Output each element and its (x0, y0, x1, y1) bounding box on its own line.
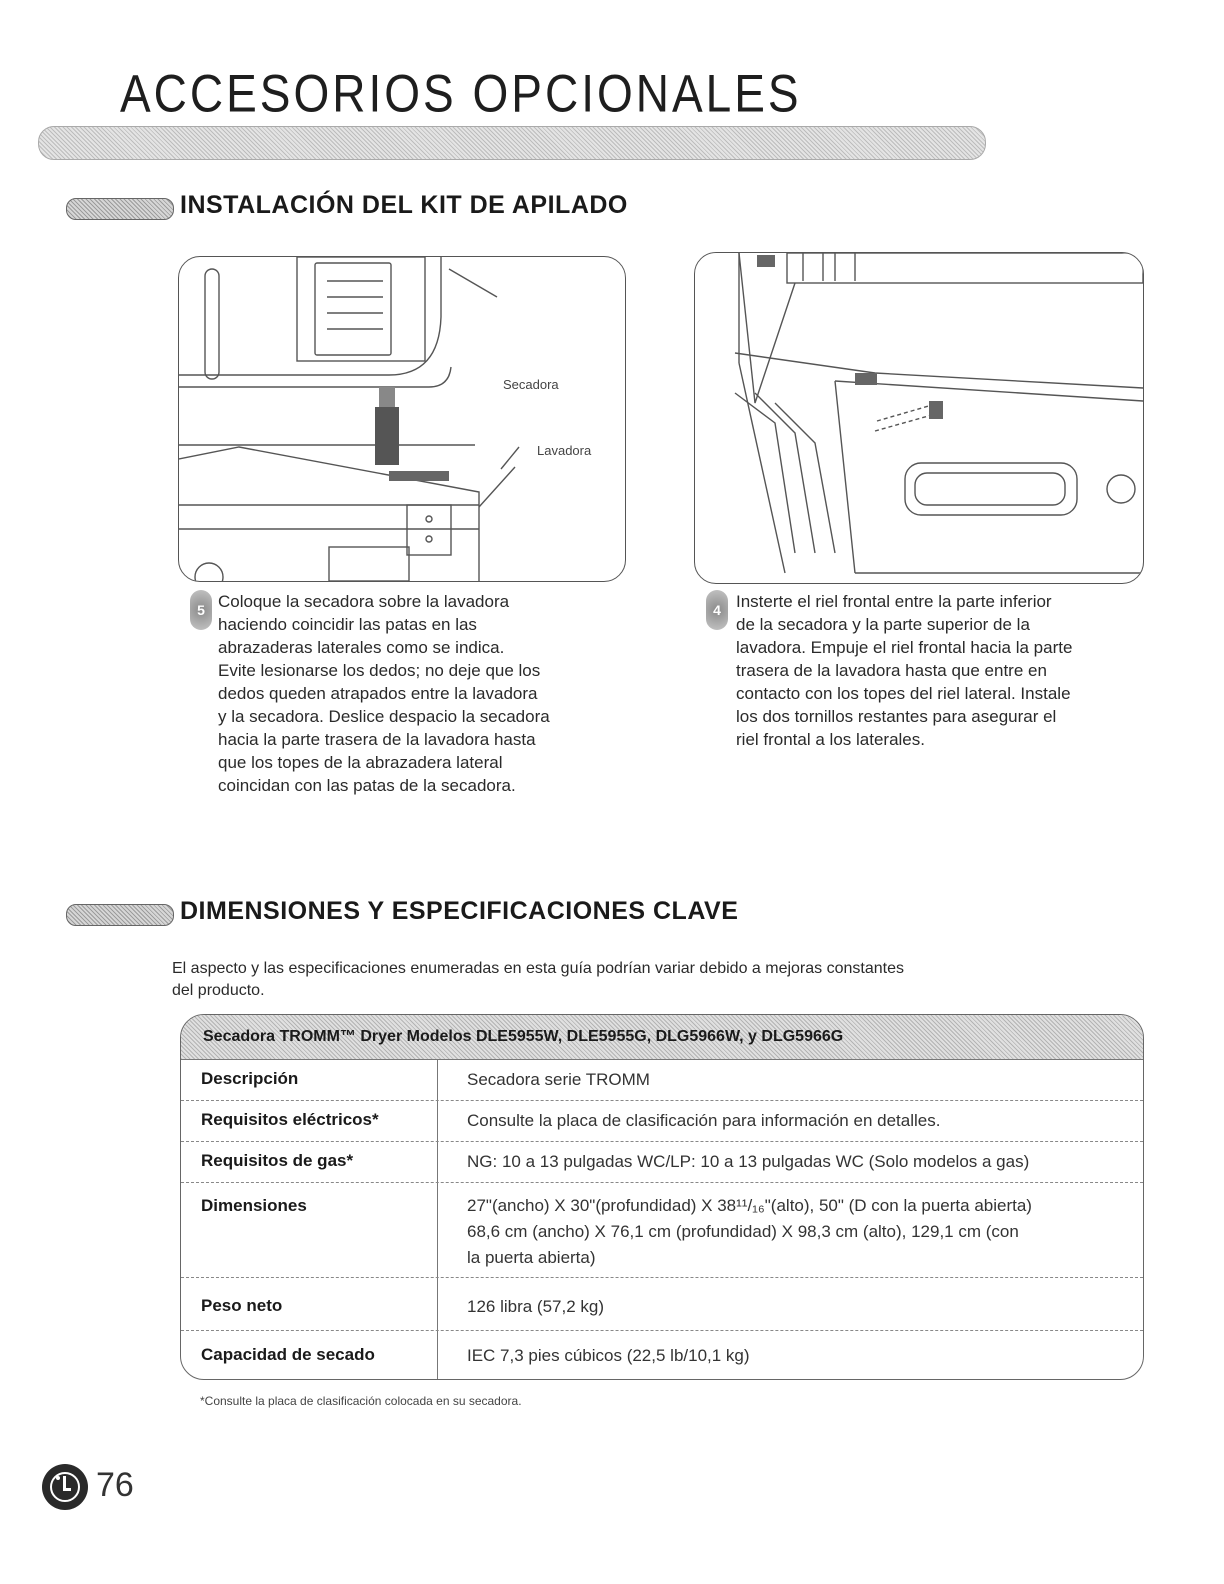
row-label: Descripción (201, 1069, 299, 1088)
row-label: Dimensiones (201, 1196, 307, 1215)
stacking-illustration-left (178, 256, 626, 582)
footnote: *Consulte la placa de clasificación colocada en su secadora. (200, 1394, 522, 1408)
callout-secadora: Secadora (503, 377, 559, 392)
section-title-stacking: INSTALACIÓN DEL KIT DE APILADO (180, 191, 628, 219)
row-value (467, 1193, 1127, 1271)
step-4-text (736, 590, 1146, 751)
section-pill-icon (66, 198, 174, 220)
table-row (181, 1060, 1143, 1101)
row-value-line: NG: 10 a 13 pulgadas WC/LP: 10 a 13 pulgadas WC (Solo modelos a gas) (467, 1152, 1030, 1171)
row-value (467, 1343, 1127, 1369)
front-rail-drawing (695, 253, 1143, 583)
spec-table (180, 1014, 1144, 1380)
row-label: Requisitos de gas* (201, 1151, 354, 1170)
specs-intro-line: El aspecto y las especificaciones enumeradas en esta guía podrían variar debido a mejoras constantes (172, 960, 904, 977)
step-5-line: que los topes de la abrazadera lateral (218, 753, 503, 772)
row-value-line: IEC 7,3 pies cúbicos (22,5 lb/10,1 kg) (467, 1346, 750, 1365)
table-row (181, 1278, 1143, 1331)
step-5-line: y la secadora. Deslice despacio la secadora (218, 707, 550, 726)
row-value (467, 1149, 1127, 1175)
stacking-illustration-right (694, 252, 1144, 584)
page-number: 76 (96, 1466, 134, 1504)
step-5-line: dedos queden atrapados entre la lavadora (218, 684, 538, 703)
row-value-line: Consulte la placa de clasificación para información en detalles. (467, 1111, 941, 1130)
spec-table-header: Secadora TROMM™ Dryer Modelos DLE5955W, DLE5955G, DLG5966W, y DLG5966G (181, 1015, 1143, 1060)
row-value (467, 1294, 1127, 1320)
row-value-line: 27"(ancho) X 30"(profundidad) X 38¹¹/₁₆"(alto), 50" (D con la puerta abierta) (467, 1196, 1032, 1215)
page-title: ACCESORIOS OPCIONALES (120, 63, 802, 123)
step-4-line: los dos tornillos restantes para asegurar el (736, 707, 1057, 726)
step-5-line: Evite lesionarse los dedos; no deje que los (218, 661, 541, 680)
step-5-line: coincidan con las patas de la secadora. (218, 776, 516, 795)
row-value (467, 1067, 1127, 1093)
section-pill-icon (66, 904, 174, 926)
row-label: Requisitos eléctricos* (201, 1110, 379, 1129)
step-5-line: haciendo coincidir las patas en las (218, 615, 477, 634)
row-value-line: Secadora serie TROMM (467, 1070, 650, 1089)
step-4-line: contacto con los topes del riel lateral. Instale (736, 684, 1071, 703)
title-decor-bar (38, 126, 986, 160)
step-5-line: abrazaderas laterales como se indica. (218, 638, 505, 657)
section-title-specs: DIMENSIONES Y ESPECIFICACIONES CLAVE (180, 897, 739, 925)
row-value (467, 1108, 1127, 1134)
row-value-line: 68,6 cm (ancho) X 76,1 cm (profundidad) X 98,3 cm (alto), 129,1 cm (con (467, 1222, 1019, 1241)
table-row (181, 1331, 1143, 1380)
row-label: Peso neto (201, 1296, 283, 1315)
step-4-line: Insterte el riel frontal entre la parte inferior (736, 592, 1052, 611)
step-5-badge: 5 (190, 590, 212, 630)
table-row (181, 1183, 1143, 1278)
table-row (181, 1101, 1143, 1142)
lg-logo-icon (42, 1464, 88, 1510)
specs-intro (172, 958, 1112, 1002)
callout-lavadora: Lavadora (537, 443, 592, 458)
step-5-text (218, 590, 628, 797)
step-5-line: hacia la parte trasera de la lavadora hasta (218, 730, 536, 749)
step-4-badge: 4 (706, 590, 728, 630)
step-4-line: lavadora. Empuje el riel frontal hacia la parte (736, 638, 1073, 657)
row-value-line: la puerta abierta) (467, 1248, 596, 1267)
specs-intro-line: del producto. (172, 982, 265, 999)
step-4-line: de la secadora y la parte superior de la (736, 615, 1030, 634)
step-5-line: Coloque la secadora sobre la lavadora (218, 592, 510, 611)
dryer-on-washer-drawing (179, 257, 625, 581)
row-label: Capacidad de secado (201, 1345, 375, 1364)
table-row (181, 1142, 1143, 1183)
step-4-line: trasera de la lavadora hasta que entre en (736, 661, 1047, 680)
step-4-line: riel frontal a los laterales. (736, 730, 925, 749)
row-value-line: 126 libra (57,2 kg) (467, 1297, 605, 1316)
